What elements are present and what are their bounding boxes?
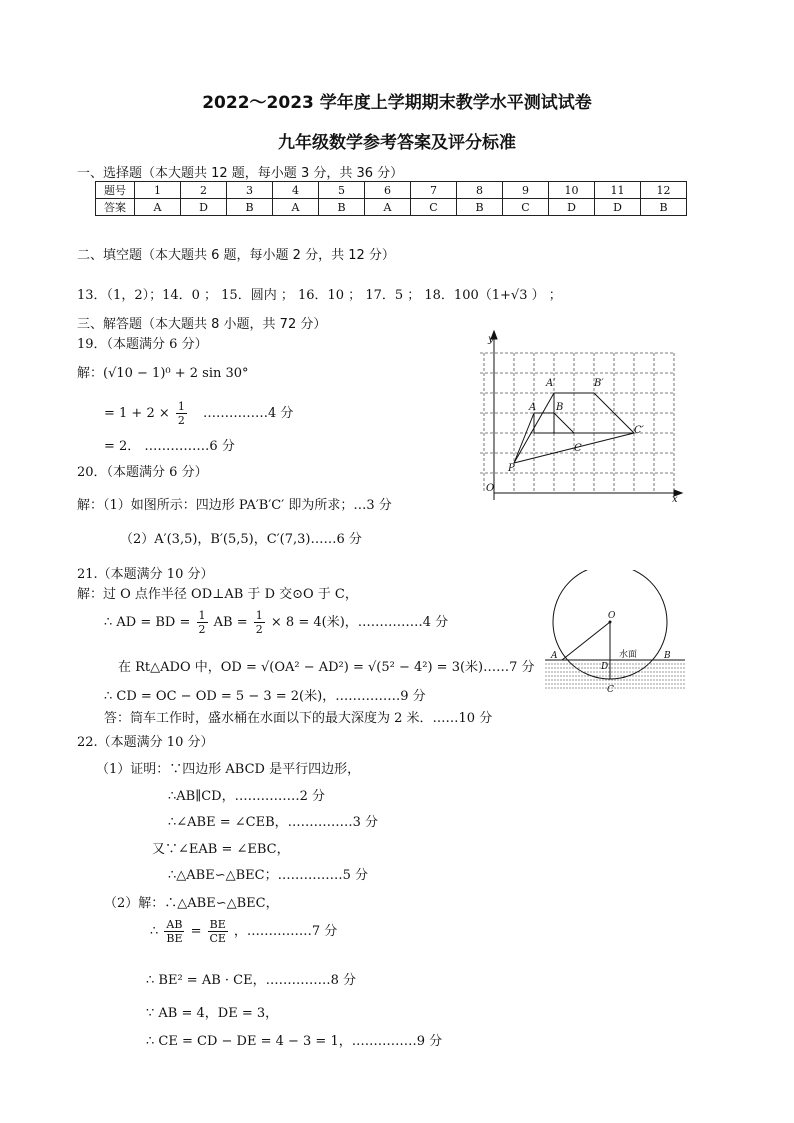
fraction — [208, 918, 228, 945]
point-label: A — [529, 402, 537, 413]
section2-heading: 二、填空题（本大题共 6 题，每小题 2 分，共 12 分） — [77, 248, 395, 263]
point-label: B — [556, 402, 564, 413]
origin-label: O — [486, 483, 495, 494]
table-cell: A — [135, 199, 181, 216]
table-cell: 2 — [181, 182, 227, 199]
table-cell: 7 — [411, 182, 457, 199]
fill-in-answers: 13．（1，2）；14．0 ； 15．圆内 ； 16．10 ； 17．5 ； 18．100（1+√3 ） ； — [77, 288, 562, 303]
q22-line4: 又∵∠EAB = ∠EBC， — [152, 842, 290, 857]
q21-line5: 答：筒车工作时，盛水桶在水面以下的最大深度为 2 米．……10 分 — [104, 711, 493, 726]
table-cell: 9 — [503, 182, 549, 199]
table-cell: 3 — [227, 182, 273, 199]
point-label: C — [574, 443, 582, 454]
table-cell: C — [503, 199, 549, 216]
fraction — [197, 609, 208, 636]
circle-figure — [545, 570, 695, 700]
q22-part2: （2）解：∴△ABE∽△BEC， — [104, 896, 279, 911]
table-cell: 8 — [457, 182, 503, 199]
table-cell: 1 — [135, 182, 181, 199]
table-cell: 10 — [549, 182, 595, 199]
point-label: C — [607, 685, 614, 695]
table-cell: 12 — [641, 182, 687, 199]
grid-figure — [472, 330, 687, 502]
q20-line1: 解：（1）如图所示：四边形 PA′B′C′ 即为所求；…3 分 — [77, 498, 392, 513]
table-cell: 11 — [595, 182, 641, 199]
section3-heading: 三、解答题（本大题共 8 小题，共 72 分） — [77, 317, 327, 332]
q19-line2 — [104, 400, 293, 427]
point-label: B — [664, 651, 671, 661]
q22-line2: ∴AB∥CD，……………2 分 — [168, 789, 325, 804]
q22-label: 22.（本题满分 10 分） — [77, 735, 214, 750]
q19-score-4: ……………4 分 — [203, 406, 294, 421]
denominator: CE — [209, 932, 226, 945]
denominator: BE — [166, 932, 183, 945]
q19-line2-text: = 1 + 2 × — [104, 406, 170, 421]
point-label: A′ — [546, 378, 556, 389]
table-cell: B — [457, 199, 503, 216]
q22-line5: ∴△ABE∽△BEC；……………5 分 — [168, 868, 368, 883]
page-subtitle: 九年级数学参考答案及评分标准 — [278, 133, 516, 153]
answer-table — [95, 181, 687, 216]
table-cell: D — [595, 199, 641, 216]
table-cell: D — [549, 199, 595, 216]
q19-line1: 解：(√10 − 1)⁰ + 2 sin 30° — [77, 366, 249, 381]
q22-line10: ∴ CE = CD − DE = 4 − 3 = 1，……………9 分 — [146, 1034, 443, 1049]
table-cell: C — [411, 199, 457, 216]
q20-line2: （2）A′(3,5)，B′(5,5)，C′(7,3)……6 分 — [120, 532, 362, 547]
q21-line1: 解：过 O 点作半径 OD⊥AB 于 D 交⊙O 于 C， — [77, 587, 358, 602]
point-label: D — [601, 662, 609, 672]
page-title: 2022～2023 学年度上学期期末教学水平测试试卷 — [202, 93, 592, 113]
equals-symbol: = — [190, 924, 202, 939]
table-header-cell: 题号 — [96, 182, 135, 199]
numerator: 1 — [255, 609, 263, 622]
point-label: B′ — [594, 378, 604, 389]
table-cell: B — [641, 199, 687, 216]
table-cell: B — [227, 199, 273, 216]
denominator: 2 — [177, 414, 185, 427]
q22-line9: ∵ AB = 4，DE = 3， — [146, 1006, 279, 1021]
q20-label: 20．（本题满分 6 分） — [77, 465, 208, 480]
therefore-symbol: ∴ — [150, 924, 159, 939]
section1-heading: 一、选择题（本大题共 12 题，每小题 3 分，共 36 分） — [77, 166, 404, 181]
q21-line2-text: AB = — [213, 615, 248, 630]
q21-score-4: × 8 = 4(米)，……………4 分 — [270, 615, 449, 630]
q21-line2 — [104, 609, 448, 636]
q22-line8: ∴ BE² = AB · CE，……………8 分 — [146, 973, 356, 988]
table-cell: 5 — [319, 182, 365, 199]
q21-line2-text: ∴ AD = BD = — [104, 615, 191, 630]
center-label: O — [608, 611, 616, 621]
numerator: BE — [209, 918, 226, 931]
q21-line3: 在 Rt△ADO 中，OD = √(OA² − AD²) = √(5² − 4²) = 3(米)……7 分 — [118, 660, 535, 675]
axis-label-x: x — [672, 494, 678, 502]
q21-label: 21.（本题满分 10 分） — [77, 567, 214, 582]
denominator: 2 — [255, 623, 263, 636]
q19-label: 19．（本题满分 6 分） — [77, 337, 208, 352]
numerator: AB — [166, 918, 183, 931]
table-row — [96, 199, 687, 216]
numerator: 1 — [198, 609, 206, 622]
axis-label-y: y — [488, 334, 494, 345]
denominator: 2 — [198, 623, 206, 636]
table-cell: A — [365, 199, 411, 216]
q22-part1: （1）证明：∵四边形 ABCD 是平行四边形， — [96, 762, 361, 777]
table-row — [96, 182, 687, 199]
table-cell: 6 — [365, 182, 411, 199]
point-label: C′ — [634, 425, 644, 436]
table-cell: A — [273, 199, 319, 216]
q21-line4: ∴ CD = OC − OD = 5 − 3 = 2(米)，……………9 分 — [104, 689, 426, 704]
point-label: A — [551, 651, 558, 661]
q19-line3: = 2． ……………6 分 — [104, 439, 235, 454]
table-cell: 4 — [273, 182, 319, 199]
table-cell: B — [319, 199, 365, 216]
fraction — [254, 609, 265, 636]
numerator: 1 — [177, 400, 185, 413]
q22-line7 — [150, 918, 337, 945]
fraction — [164, 918, 184, 945]
q22-score-7: ，……………7 分 — [233, 924, 338, 939]
table-header-cell: 答案 — [96, 199, 135, 216]
water-label: 水面 — [619, 650, 638, 660]
q22-line3: ∴∠ABE = ∠CEB，……………3 分 — [168, 815, 379, 830]
point-label: P — [508, 463, 515, 474]
fraction — [176, 400, 187, 427]
table-cell: D — [181, 199, 227, 216]
